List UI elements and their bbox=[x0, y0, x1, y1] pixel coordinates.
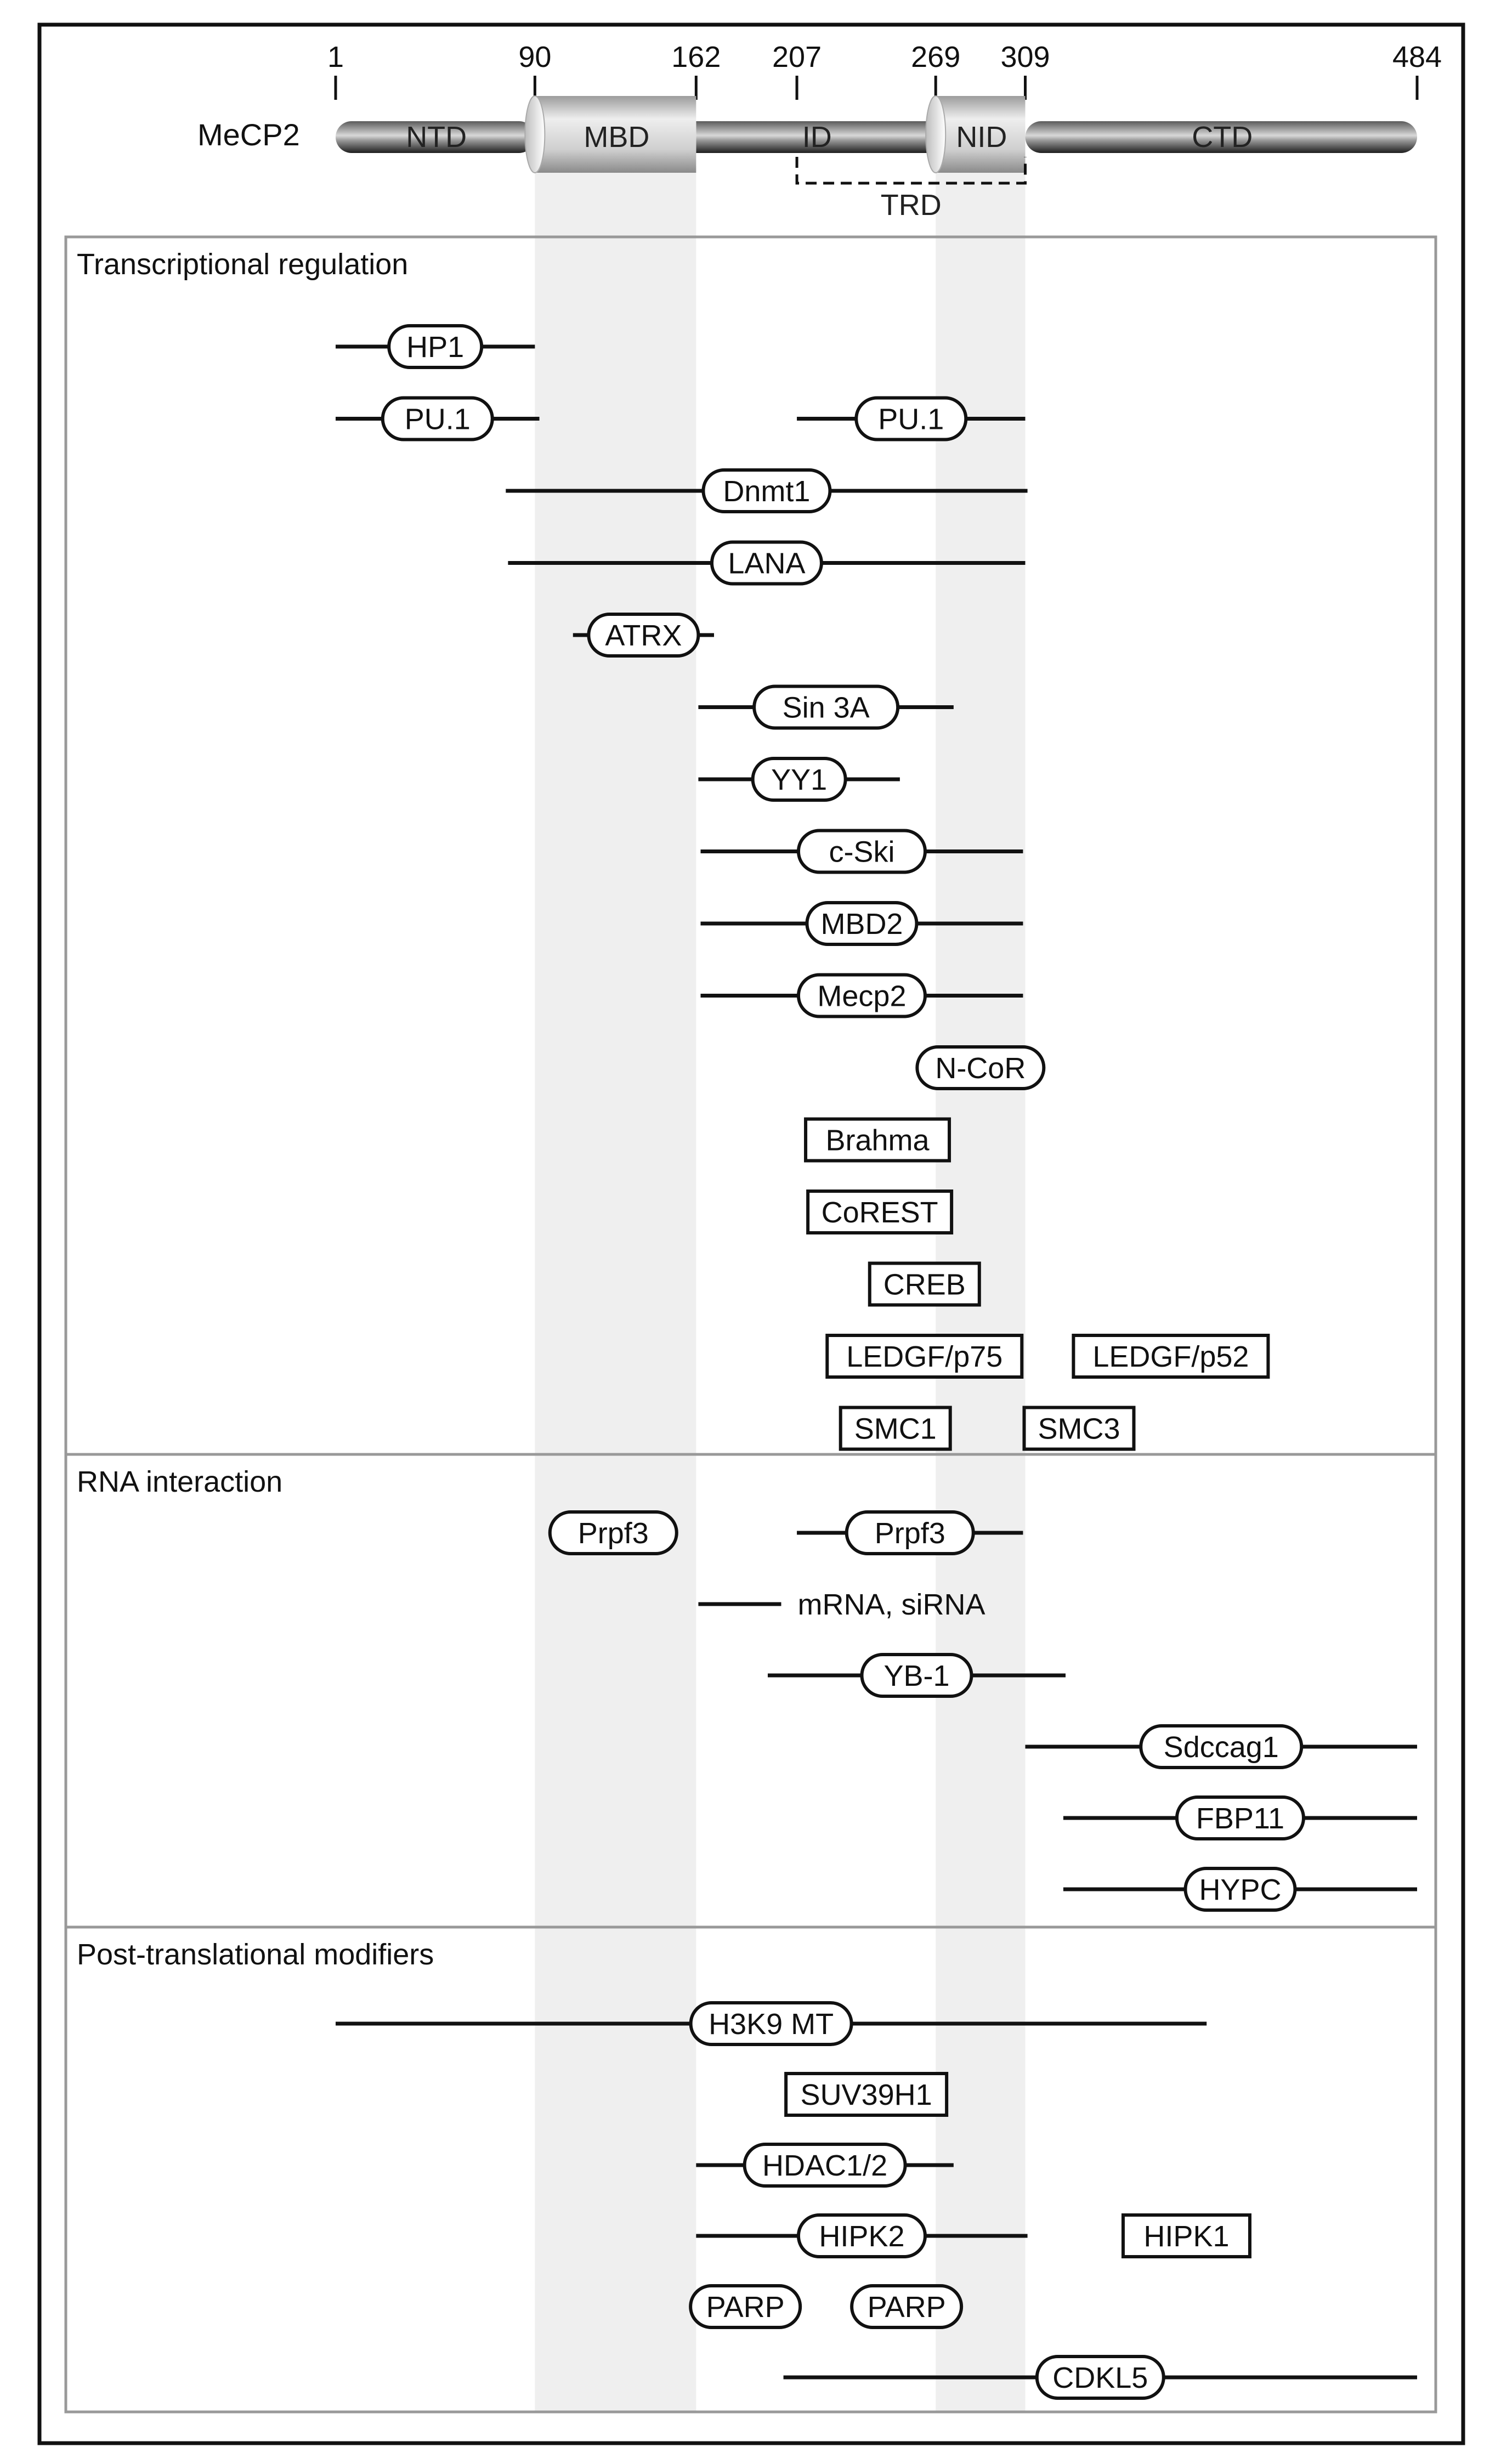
partner-prpf3 bbox=[550, 1512, 677, 1554]
partner-hipk1 bbox=[1123, 2215, 1250, 2257]
partner-label: SUV39H1 bbox=[800, 2078, 932, 2111]
partner-label: MBD2 bbox=[820, 908, 903, 941]
tick-label-162: 162 bbox=[671, 41, 721, 73]
partner-mrna-sirna bbox=[698, 1588, 985, 1621]
partner-label: mRNA, siRNA bbox=[797, 1588, 985, 1621]
partner-label: HIPK2 bbox=[819, 2220, 905, 2253]
partner-sin-3a bbox=[698, 687, 953, 728]
protein-name: MeCP2 bbox=[197, 117, 300, 152]
partner-label: Brahma bbox=[825, 1124, 930, 1157]
partner-hdac1-2 bbox=[696, 2144, 954, 2186]
partner-label: LEDGF/p75 bbox=[846, 1340, 1003, 1373]
domain-label-nid: NID bbox=[956, 121, 1007, 154]
partner-label: YY1 bbox=[771, 763, 828, 796]
section-frame bbox=[66, 237, 1436, 1454]
domain-label-mbd: MBD bbox=[584, 121, 650, 154]
partner-label: PARP bbox=[867, 2291, 946, 2324]
partner-label: Prpf3 bbox=[874, 1517, 945, 1550]
partner-label: HDAC1/2 bbox=[762, 2149, 888, 2182]
partner-hp1 bbox=[336, 326, 535, 367]
partner-h3k9-mt bbox=[336, 2003, 1207, 2044]
partner-label: CREB bbox=[883, 1268, 966, 1301]
partner-brahma bbox=[806, 1119, 949, 1161]
partner-label: CDKL5 bbox=[1052, 2361, 1148, 2394]
domain-nid-cap bbox=[926, 96, 945, 173]
partner-label: HYPC bbox=[1199, 1873, 1282, 1906]
domain-label-id: ID bbox=[802, 121, 832, 154]
partner-label: H3K9 MT bbox=[709, 2008, 834, 2041]
tick-label-1: 1 bbox=[327, 41, 344, 73]
section-title: RNA interaction bbox=[77, 1465, 283, 1498]
trd-label: TRD bbox=[880, 189, 942, 222]
partner-hypc bbox=[1063, 1868, 1417, 1910]
partner-label: HP1 bbox=[406, 331, 465, 364]
section-frame bbox=[66, 1454, 1436, 1927]
partner-label: Sdccag1 bbox=[1163, 1731, 1279, 1764]
section-title: Transcriptional regulation bbox=[77, 248, 409, 281]
partner-creb bbox=[870, 1264, 979, 1305]
domain-label-ctd: CTD bbox=[1192, 121, 1253, 154]
tick-label-269: 269 bbox=[911, 41, 961, 73]
partner-label: ATRX bbox=[605, 619, 682, 652]
partner-label: PARP bbox=[706, 2291, 785, 2324]
partner-smc1 bbox=[841, 1408, 950, 1449]
partner-ledgf-p75 bbox=[827, 1335, 1022, 1377]
domain-mbd-cap bbox=[525, 96, 545, 173]
partner-parp bbox=[690, 2286, 800, 2327]
mbd-band bbox=[535, 137, 696, 2412]
partner-cdkl5 bbox=[784, 2357, 1417, 2398]
partner-label: N-CoR bbox=[935, 1052, 1026, 1085]
tick-label-207: 207 bbox=[772, 41, 822, 73]
partner-label: YB-1 bbox=[883, 1659, 950, 1692]
partner-label: PU.1 bbox=[878, 403, 944, 436]
partner-label: LANA bbox=[728, 547, 806, 580]
partner-label: Dnmt1 bbox=[723, 475, 811, 508]
partner-label: SMC1 bbox=[854, 1412, 937, 1446]
section-title: Post-translational modifiers bbox=[77, 1938, 434, 1971]
interaction-sections bbox=[66, 237, 1436, 2412]
outer-frame bbox=[39, 25, 1463, 2443]
partner-fbp11 bbox=[1063, 1797, 1417, 1839]
partner-sdccag1 bbox=[1026, 1726, 1417, 1768]
partner-yy1 bbox=[698, 758, 899, 800]
section-post-translational-modifiers bbox=[66, 1927, 1436, 2412]
partner-label: c-Ski bbox=[829, 835, 895, 869]
partner-n-cor bbox=[917, 1047, 1044, 1089]
partner-label: Prpf3 bbox=[577, 1517, 649, 1550]
partner-label: HIPK1 bbox=[1143, 2220, 1230, 2253]
partner-ledgf-p52 bbox=[1073, 1335, 1268, 1377]
partner-suv39h1 bbox=[786, 2074, 947, 2115]
section-transcriptional-regulation bbox=[66, 237, 1436, 1454]
partner-label: PU.1 bbox=[404, 403, 471, 436]
partner-corest bbox=[808, 1191, 951, 1233]
partner-label: CoREST bbox=[821, 1196, 938, 1229]
protein-schematic bbox=[197, 41, 1442, 222]
partner-label: LEDGF/p52 bbox=[1092, 1340, 1249, 1373]
partner-smc3 bbox=[1024, 1408, 1134, 1449]
tick-label-309: 309 bbox=[1000, 41, 1050, 73]
section-rna-interaction bbox=[66, 1454, 1436, 1927]
partner-label: FBP11 bbox=[1196, 1802, 1284, 1835]
partner-label: SMC3 bbox=[1038, 1412, 1120, 1446]
partner-pu-1 bbox=[336, 398, 540, 440]
partner-label: Sin 3A bbox=[782, 691, 870, 724]
partner-parp bbox=[852, 2286, 961, 2327]
domain-label-ntd: NTD bbox=[406, 121, 467, 154]
tick-label-90: 90 bbox=[518, 41, 552, 73]
partner-label: Mecp2 bbox=[817, 979, 907, 1013]
tick-label-484: 484 bbox=[1392, 41, 1442, 73]
partner-atrx bbox=[573, 614, 714, 656]
